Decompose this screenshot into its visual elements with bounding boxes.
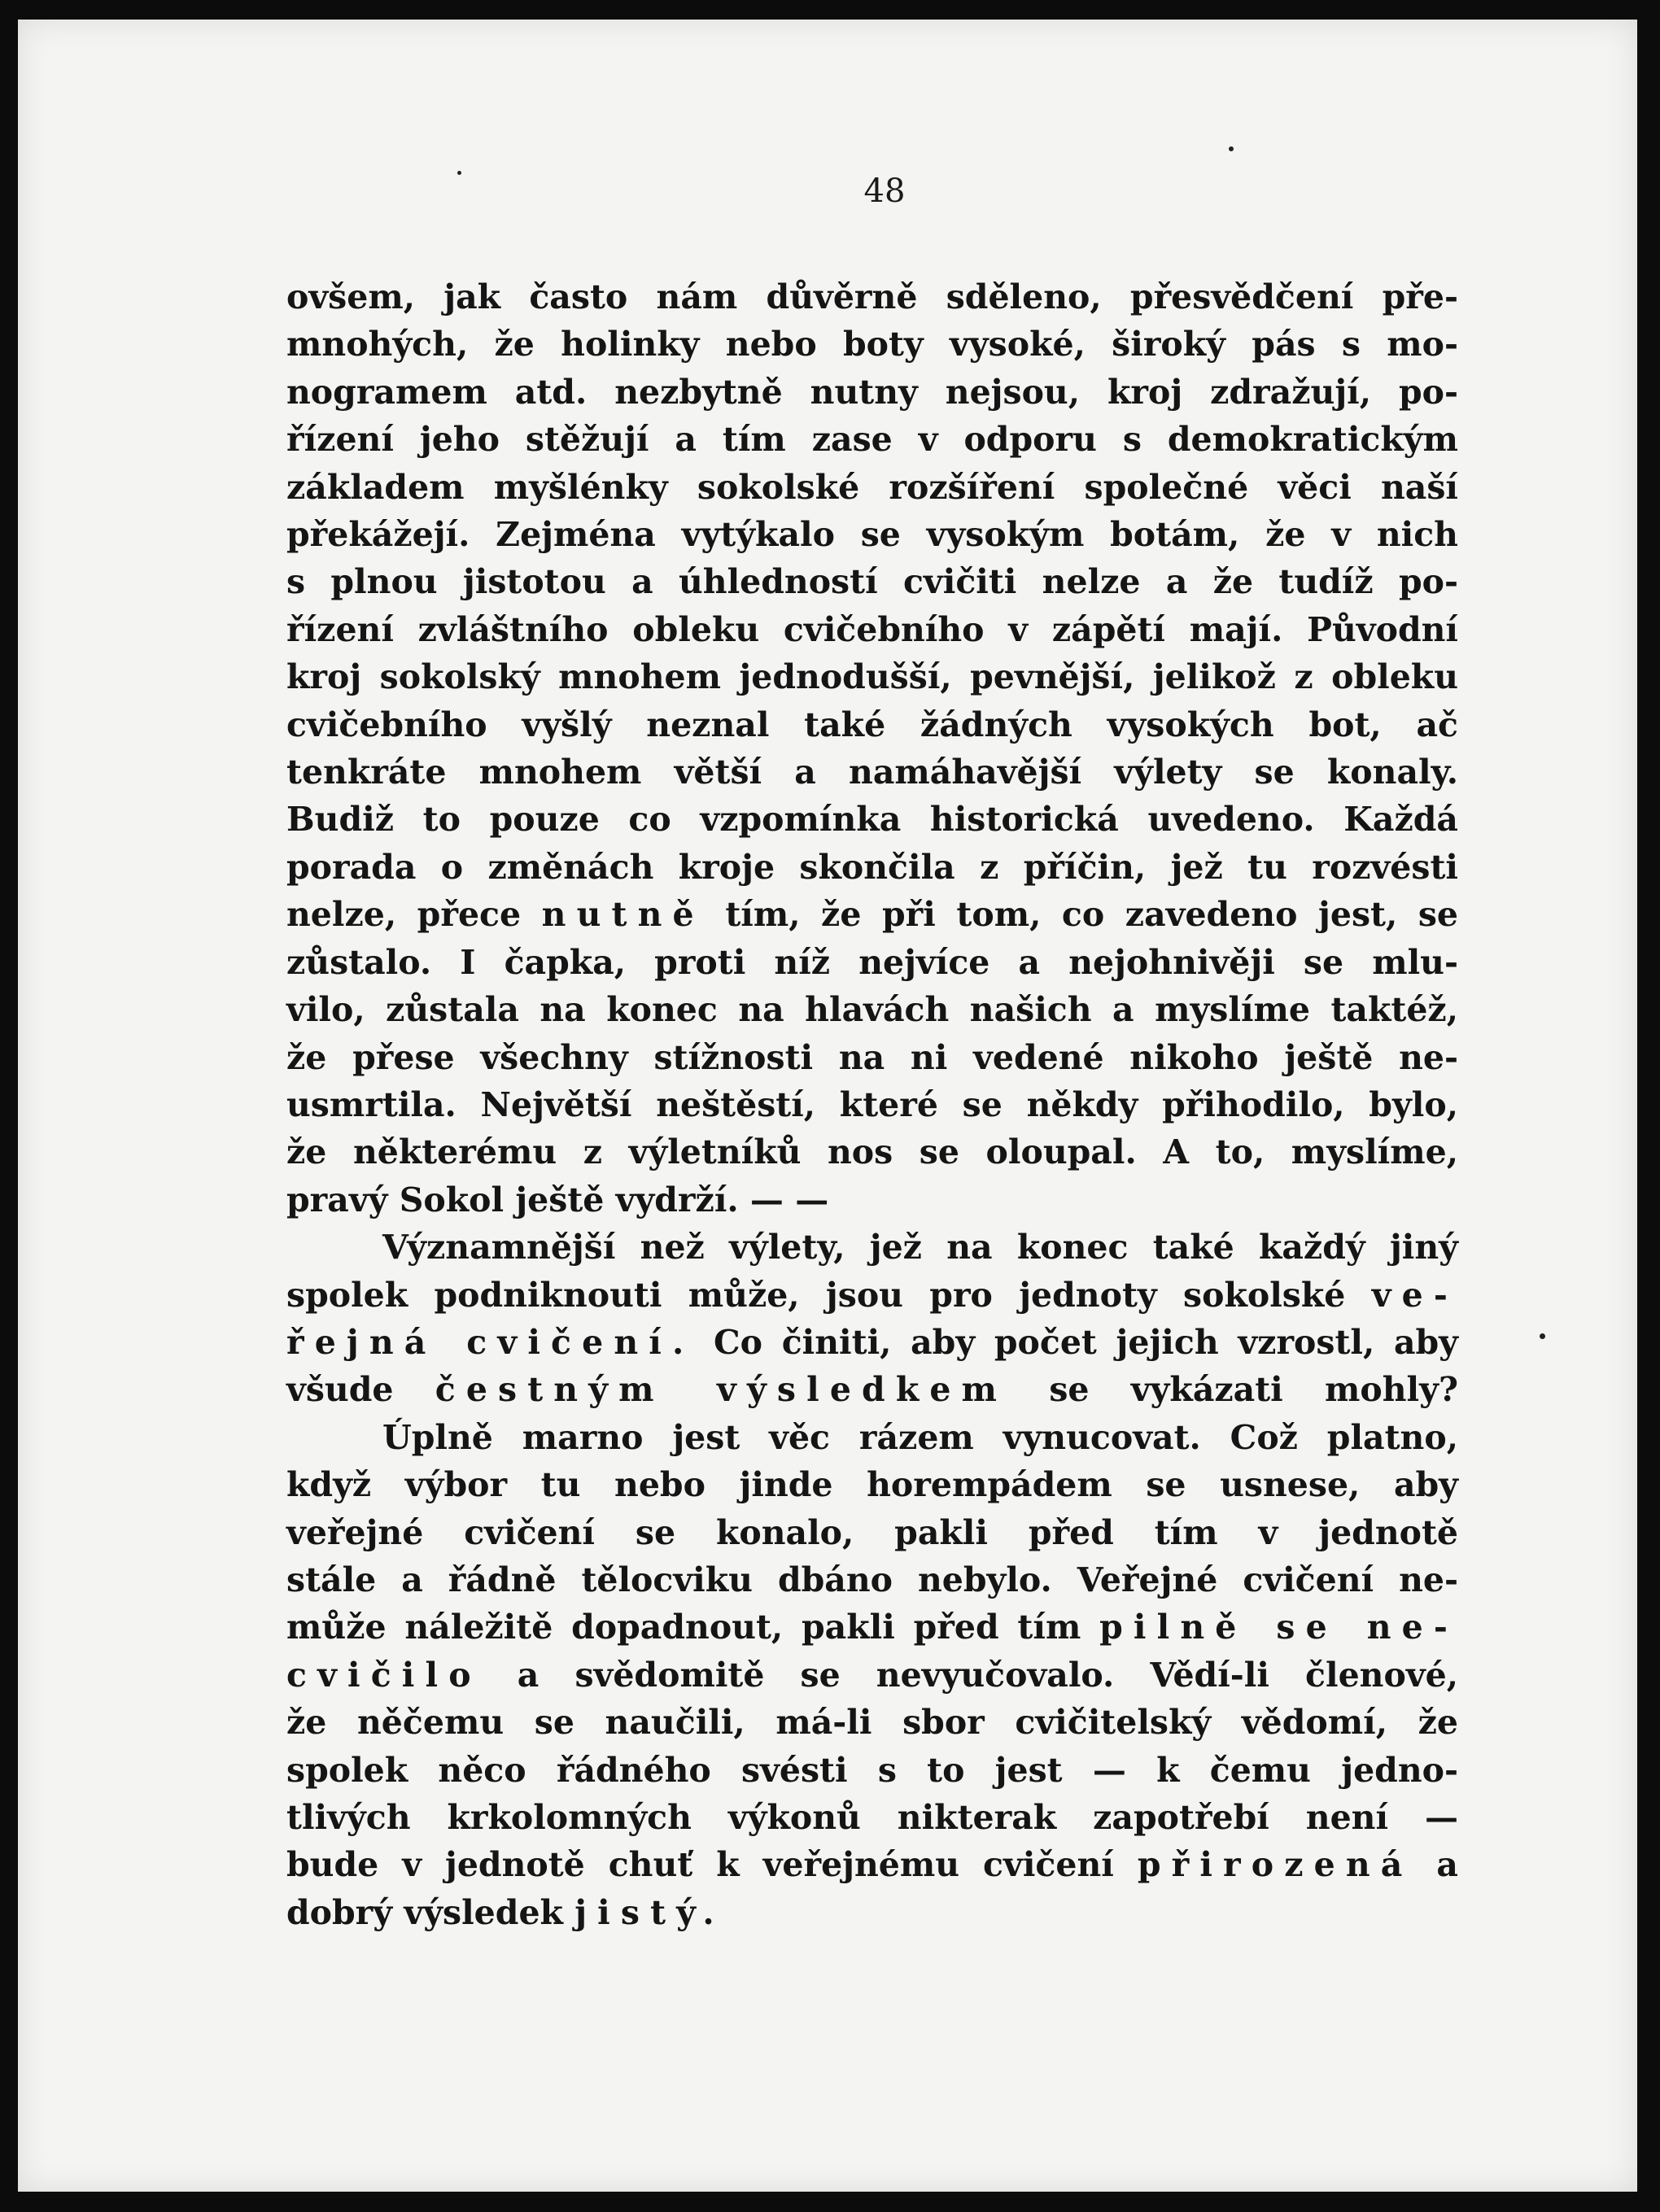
text-segment: všude (286, 1370, 394, 1410)
text-line: usmrtila. Největší neštěstí, které se někdy přihodilo, bylo, (286, 1084, 1458, 1124)
text-line: mnohých, že holinky nebo boty vysoké, široký pás s mo- (286, 325, 1458, 364)
text-line: řízení jeho stěžují a tím zase v odporu s demokratickým (286, 420, 1458, 460)
text-segment: bude v jednotě chuť k veřejnému cvičení (286, 1845, 1114, 1885)
text-line: cvičebního vyšlý neznal také žádných vysokých bot, ač (286, 705, 1458, 744)
text-line: stále a řádně tělocviku dbáno nebylo. Veřejné cvičení ne- (286, 1560, 1458, 1599)
text-line: tenkráte mnohem větší a namáhavější výlety se konaly. (286, 753, 1458, 792)
text-line: překážejí. Zejména vytýkalo se vysokým botám, že v nich (286, 515, 1458, 555)
text-line (286, 1603, 1458, 1651)
text-line (286, 1889, 1458, 1936)
text-segment: může náležitě dopadnout, pakli před tím (286, 1608, 1081, 1647)
text-segment: a (1436, 1845, 1458, 1885)
text-line (286, 891, 1458, 938)
text-line: ovšem, jak často nám důvěrně sděleno, přesvědčení pře- (286, 277, 1458, 316)
text-segment: nelze, přece (286, 895, 522, 935)
text-segment: dobrý výsledek (286, 1892, 563, 1932)
book-page (18, 20, 1637, 2192)
body-text (286, 273, 1458, 1936)
text-line: základem myšlénky sokolské rozšíření společné věci naší (286, 467, 1458, 507)
text-segment: tím, že při tom, co zavedeno jest, se (725, 895, 1458, 935)
text-line: Budiž to pouze co vzpomínka historická uvedeno. Každá (286, 800, 1458, 840)
emphasized-word: jistý. (574, 1892, 725, 1932)
emphasized-phrase: čestným výsledkem (435, 1370, 1008, 1410)
text-line (286, 1319, 1458, 1366)
text-line: že něčemu se naučili, má-li sbor cvičitelský vědomí, že (286, 1703, 1458, 1743)
text-line: tlivých krkolomných výkonů nikterak zapotřebí není — (286, 1798, 1458, 1837)
text-line: nogramem atd. nezbytně nutny nejsou, kroj zdražují, po- (286, 372, 1458, 412)
emphasized-word: nutně (541, 895, 705, 935)
text-line: zůstalo. I čapka, proti níž nejvíce a nejohnivěji se mlu- (286, 942, 1458, 982)
emphasized-word: cvičilo (286, 1655, 482, 1695)
text-line: s plnou jistotou a úhledností cvičiti nelze a že tudíž po- (286, 562, 1458, 602)
text-line: pravý Sokol ještě vydrží. — — (286, 1180, 829, 1219)
text-line: veřejné cvičení se konalo, pakli před tím v jednotě (286, 1512, 1458, 1552)
text-line: Úplně marno jest věc rázem vynucovat. Což platno, (382, 1417, 1458, 1457)
text-line (286, 1366, 1458, 1413)
page-number: 48 (863, 172, 906, 210)
text-line: když výbor tu nebo jinde horempádem se usnese, aby (286, 1465, 1458, 1505)
text-line: že přese všechny stížnosti na ni vedené nikoho ještě ne- (286, 1037, 1458, 1077)
scan-speck (1229, 146, 1234, 151)
text-line: řízení zvláštního obleku cvičebního v zápětí mají. Původní (286, 609, 1458, 649)
text-line (286, 1651, 1458, 1699)
text-segment: Co činiti, aby počet jejich vzrostl, aby (714, 1322, 1459, 1362)
text-segment: a svědomitě se nevyučovalo. Vědí-li členové, (517, 1655, 1459, 1695)
text-line: spolek něco řádného svésti s to jest — k čemu jedno- (286, 1750, 1458, 1790)
emphasized-word: ve- (1371, 1275, 1459, 1315)
text-line (286, 1272, 1458, 1319)
emphasized-phrase: řejná cvičení. (286, 1322, 695, 1362)
text-segment: spolek podniknouti může, jsou pro jednoty sokolské (286, 1275, 1346, 1315)
text-line: porada o změnách kroje skončila z příčin, jež tu rozvésti (286, 847, 1458, 887)
text-line: Významnější než výlety, jež na konec také každý jiný (382, 1228, 1458, 1267)
text-line: vilo, zůstala na konec na hlavách našich a myslíme taktéž, (286, 990, 1458, 1030)
text-line: kroj sokolský mnohem jednodušší, pevnější, jelikož z obleku (286, 657, 1458, 697)
text-line: že některému z výletníků nos se oloupal. A to, myslíme, (286, 1132, 1458, 1172)
text-line (286, 1841, 1458, 1888)
emphasized-phrase: pilně se ne- (1099, 1608, 1458, 1647)
emphasized-word: přirozená (1137, 1845, 1413, 1885)
text-segment: se vykázati mohly? (1049, 1370, 1458, 1410)
scan-speck (1540, 1333, 1545, 1339)
